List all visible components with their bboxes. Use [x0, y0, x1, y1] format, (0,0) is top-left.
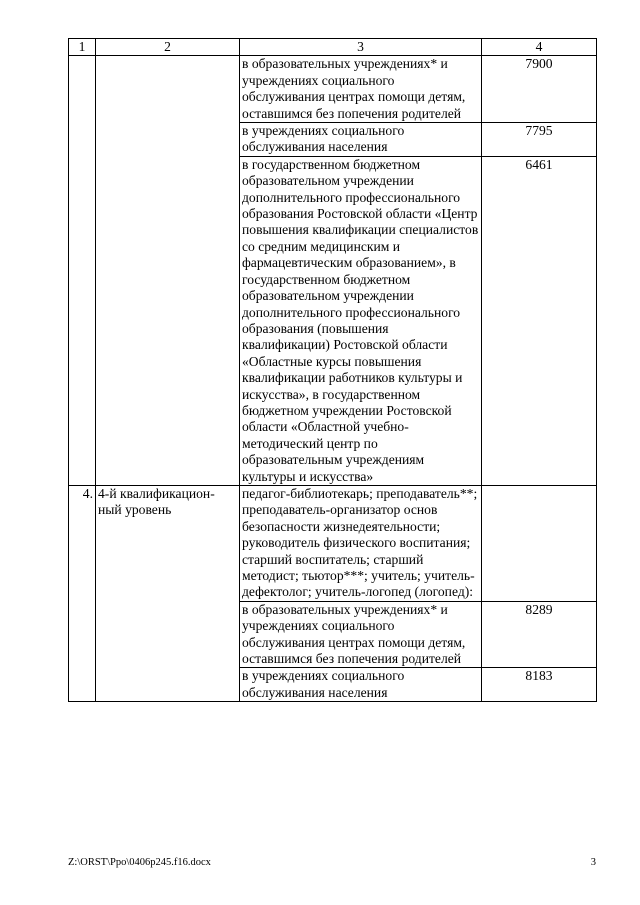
index-cell	[69, 56, 96, 486]
column-header: 3	[240, 39, 482, 56]
institution-cell: в учреждениях социального обслуживания населения	[240, 668, 482, 702]
salary-table	[68, 38, 597, 702]
column-header: 1	[69, 39, 96, 56]
salary-value-cell: 7900	[482, 56, 597, 123]
table-row	[69, 56, 597, 123]
institution-cell: в образовательных учреждениях* и учреждениях социального обслуживания центрах помощи детям, оставшимся без попечения родителей	[240, 601, 482, 668]
index-cell: 4.	[69, 485, 96, 701]
level-cell	[96, 56, 240, 486]
table-row	[69, 485, 597, 601]
institution-cell: в учреждениях социального обслуживания населения	[240, 123, 482, 157]
institution-cell: в образовательных учреждениях* и учреждениях социального обслуживания центрах помощи детям, оставшимся без попечения родителей	[240, 56, 482, 123]
level-cell: 4-й квалификацион-ный уровень	[96, 485, 240, 701]
salary-value-cell	[482, 485, 597, 601]
salary-value-cell: 6461	[482, 156, 597, 485]
column-header: 4	[482, 39, 597, 56]
institution-cell: в государственном бюджетном образовательном учреждении дополнительного профессионального образования Ростовской области «Центр повышения квалификации специалистов со средним медицинским и фармацевтическим образованием», в государственном бюджетном образовательном учреждении дополнительного профессионального образования (повышения квалификации) Ростовской области «Областные курсы повышения квалификации работников культуры и искусства», в государственном бюджетном учреждении Ростовской области «Областной учебно-методический центр по образовательным учреждениям культуры и искусства»	[240, 156, 482, 485]
salary-value-cell: 8289	[482, 601, 597, 668]
table-header-row	[69, 39, 597, 56]
column-header: 2	[96, 39, 240, 56]
positions-cell: педагог-библиотекарь; преподаватель**; преподаватель-организатор основ безопасности жизнедеятельности; руководитель физического воспитания; старший воспитатель; старший методист; тьютор***; учитель; учитель-дефектолог; учитель-логопед (логопед):	[240, 485, 482, 601]
page-number: 3	[590, 857, 596, 868]
footer-file-path: Z:\ORST\Ppo\0406p245.f16.docx	[68, 857, 211, 868]
salary-value-cell: 7795	[482, 123, 597, 157]
salary-value-cell: 8183	[482, 668, 597, 702]
